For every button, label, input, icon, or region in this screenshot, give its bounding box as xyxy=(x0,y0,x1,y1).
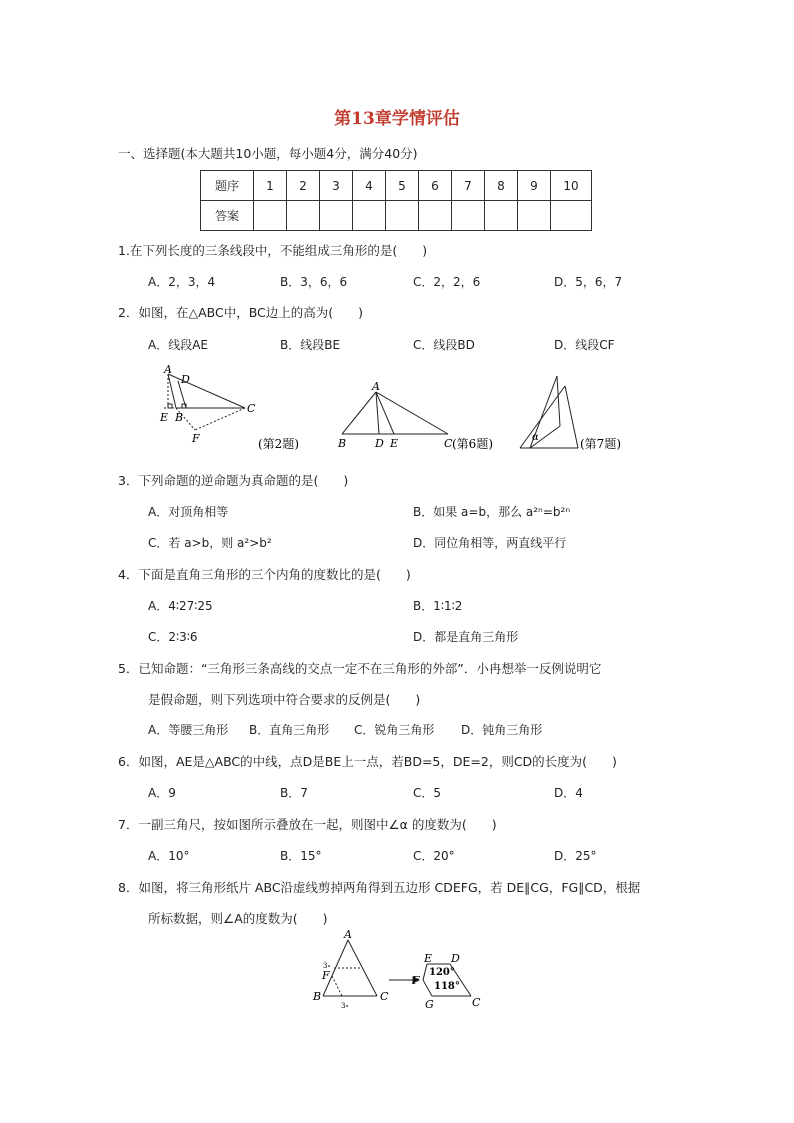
fig8-left-label-c: C xyxy=(380,990,389,1003)
q4-option-c: C．2∶3∶6 xyxy=(148,630,198,644)
q1-option-a: A．2，3，4 xyxy=(148,275,216,289)
q2-option-d: D．线段CF xyxy=(554,338,615,352)
fig8-angle-120: 120° xyxy=(429,967,455,978)
question-8-stem-line1: 8．如图，将三角形纸片 ABC沿虚线剪掉两角得到五边形 CDEFG，若 DE∥CG，FG∥CD，根据 xyxy=(118,880,641,895)
fig7-caption: (第7题) xyxy=(580,437,621,451)
table-number-cell: 6 xyxy=(419,171,452,201)
answer-cell[interactable] xyxy=(551,201,592,231)
figure-question-8 xyxy=(305,928,505,1012)
q1-option-d: D．5，6，7 xyxy=(554,275,623,289)
fig8-right-label-c: C xyxy=(472,996,481,1009)
fig8-left-label-b: B xyxy=(313,990,322,1003)
fig2-label-f: F xyxy=(192,432,200,445)
fig6-label-a: A xyxy=(372,380,380,393)
q3-option-a: A．对顶角相等 xyxy=(148,505,229,519)
fig8-right-label-d: D xyxy=(451,952,460,965)
fig6-label-d: D xyxy=(375,437,384,450)
question-5-stem-line1: 5．已知命题：“三角形三条高线的交点一定不在三角形的外部”．小冉想举一反例说明它 xyxy=(118,661,602,676)
q6-option-d: D．4 xyxy=(554,786,583,800)
answer-cell[interactable] xyxy=(452,201,485,231)
q7-option-a: A．10° xyxy=(148,849,190,863)
question-1-stem: 1.在下列长度的三条线段中，不能组成三角形的是( ) xyxy=(118,243,428,258)
q6-option-c: C．5 xyxy=(413,786,442,800)
answer-cell[interactable] xyxy=(419,201,452,231)
question-4-stem: 4．下面是直角三角形的三个内角的度数比的是( ) xyxy=(118,567,411,582)
q3-option-c: C．若 a>b，则 a²>b² xyxy=(148,536,272,550)
fig8-angle-118: 118° xyxy=(434,981,460,992)
fig6-caption: (第6题) xyxy=(452,437,493,451)
table-number-cell: 2 xyxy=(287,171,320,201)
fig8-left-label-a: A xyxy=(344,928,352,941)
figure-question-6 xyxy=(342,392,448,434)
answer-cell[interactable] xyxy=(254,201,287,231)
figures-row xyxy=(150,362,640,454)
answer-cell[interactable] xyxy=(320,201,353,231)
section-heading: 一、选择题(本大题共10小题，每小题4分，满分40分) xyxy=(118,146,418,161)
question-5-stem-line2: 是假命题，则下列选项中符合要求的反例是( ) xyxy=(148,692,421,707)
table-number-cell: 8 xyxy=(485,171,518,201)
page-title: 第13章学情评估 xyxy=(334,109,460,129)
table-number-cell: 1 xyxy=(254,171,287,201)
answer-cell[interactable] xyxy=(287,201,320,231)
figure-question-7 xyxy=(520,376,578,448)
q3-option-d: D．同位角相等，两直线平行 xyxy=(413,536,567,550)
fig6-label-c: C xyxy=(444,437,453,450)
q7-option-d: D．25° xyxy=(554,849,597,863)
answer-cell[interactable] xyxy=(518,201,551,231)
table-answer-label: 答案 xyxy=(201,201,254,231)
q6-option-a: A．9 xyxy=(148,786,176,800)
answer-table-header-row xyxy=(201,171,592,201)
q7-option-b: B．15° xyxy=(280,849,322,863)
question-3-stem: 3．下列命题的逆命题为真命题的是( ) xyxy=(118,473,349,488)
fig8-right-label-g: G xyxy=(425,998,434,1011)
table-number-cell: 5 xyxy=(386,171,419,201)
fig2-label-d: D xyxy=(181,373,190,386)
question-6-stem: 6．如图，AE是△ABC的中线，点D是BE上一点，若BD=5，DE=2，则CD的长度为( ) xyxy=(118,754,617,769)
q5-option-b: B．直角三角形 xyxy=(249,723,330,737)
q4-option-d: D．都是直角三角形 xyxy=(413,630,519,644)
q4-option-b: B．1∶1∶2 xyxy=(413,599,463,613)
table-number-cell: 4 xyxy=(353,171,386,201)
question-8-stem-line2: 所标数据，则∠A的度数为( ) xyxy=(148,911,328,926)
fig2-label-c: C xyxy=(247,402,256,415)
question-2-stem: 2．如图，在△ABC中，BC边上的高为( ) xyxy=(118,305,364,320)
question-7-stem: 7．一副三角尺，按如图所示叠放在一起，则图中∠α 的度数为( ) xyxy=(118,817,497,832)
q5-option-a: A．等腰三角形 xyxy=(148,723,229,737)
q6-option-b: B．7 xyxy=(280,786,308,800)
fig2-label-e: E xyxy=(160,411,169,424)
q5-option-c: C．锐角三角形 xyxy=(354,723,435,737)
fig6-label-e: E xyxy=(390,437,399,450)
fig8-small-mark-1: 3∘ xyxy=(323,962,331,970)
fig7-alpha: α xyxy=(532,432,539,443)
q7-option-c: C．20° xyxy=(413,849,455,863)
table-header-cell: 题序 xyxy=(201,171,254,201)
table-number-cell: 7 xyxy=(452,171,485,201)
table-number-cell: 10 xyxy=(551,171,592,201)
answer-table xyxy=(200,170,592,231)
q1-option-b: B．3，6，6 xyxy=(280,275,348,289)
q3-option-b: B．如果 a=b，那么 a²ⁿ=b²ⁿ xyxy=(413,505,571,519)
fig8-left-label-f: F xyxy=(322,969,330,982)
table-number-cell: 9 xyxy=(518,171,551,201)
fig8-small-mark-2: 3∘ xyxy=(341,1002,349,1010)
fig2-caption: (第2题) xyxy=(258,437,299,451)
fig6-label-b: B xyxy=(338,437,347,450)
q1-option-c: C．2，2，6 xyxy=(413,275,481,289)
answer-cell[interactable] xyxy=(353,201,386,231)
q2-option-c: C．线段BD xyxy=(413,338,475,352)
table-number-cell: 3 xyxy=(320,171,353,201)
q2-option-b: B．线段BE xyxy=(280,338,341,352)
q5-option-d: D．钝角三角形 xyxy=(461,723,543,737)
answer-cell[interactable] xyxy=(386,201,419,231)
fig8-right-label-f: F xyxy=(412,974,420,987)
q4-option-a: A．4∶27∶25 xyxy=(148,599,213,613)
fig8-right-label-e: E xyxy=(424,952,433,965)
fig2-label-b: B xyxy=(175,411,184,424)
fig2-label-a: A xyxy=(164,363,172,376)
answer-cell[interactable] xyxy=(485,201,518,231)
answer-table-answer-row xyxy=(201,201,592,231)
q2-option-a: A．线段AE xyxy=(148,338,209,352)
